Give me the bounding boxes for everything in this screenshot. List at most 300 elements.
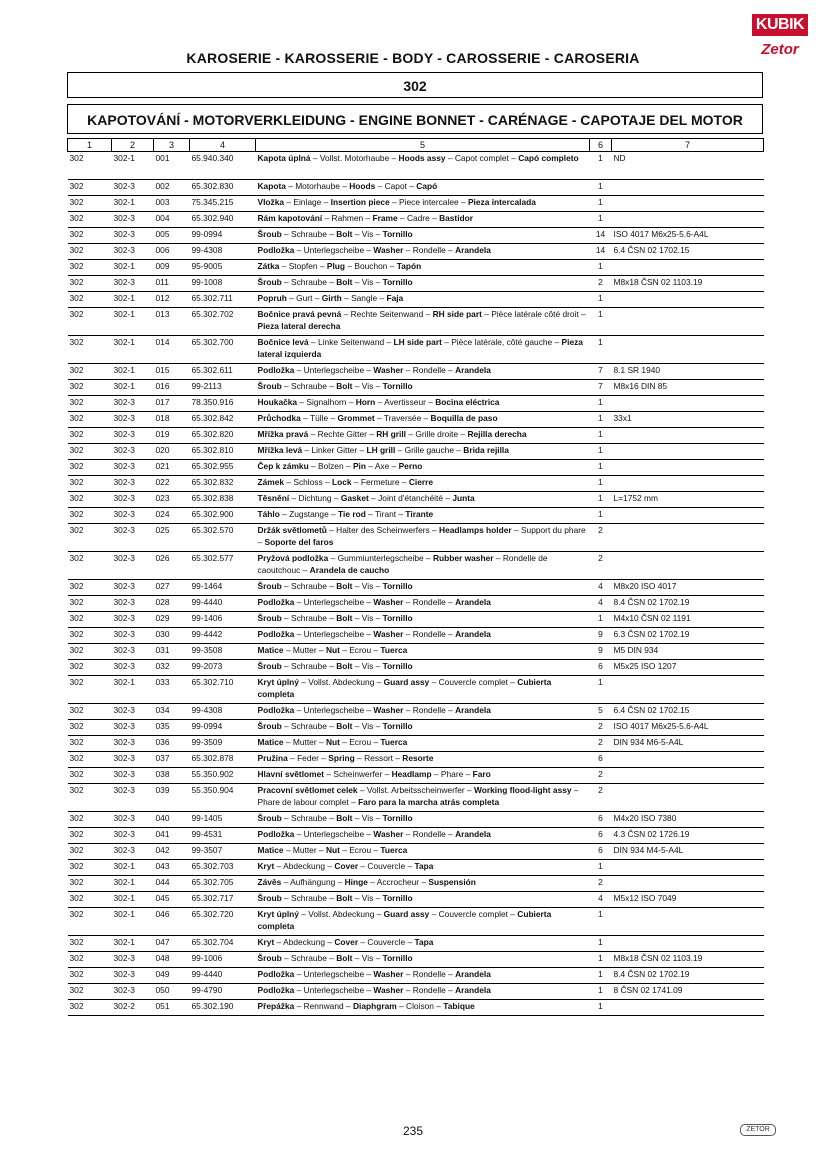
description-cz: Vložka [257,197,285,207]
description-en: Diaphgram [352,1001,397,1011]
description-en: Bolt [336,953,353,963]
cell-c7: 8.1 SR 1940 [612,364,764,380]
description-en: Washer [373,829,404,839]
cell-c7: M4x20 ISO 7380 [612,812,764,828]
cell-c3: 042 [154,844,190,860]
cell-c4: 99-1006 [190,952,256,968]
cell-c3: 050 [154,984,190,1000]
cell-c3: 039 [154,784,190,812]
cell-c4: 65.302.842 [190,412,256,428]
table-row [68,968,764,984]
cell-c6: 2 [590,276,612,292]
cell-c7 [612,196,764,212]
group-number: 302 [67,72,763,98]
cell-c3: 011 [154,276,190,292]
description-fr: Rondelle de caoutchouc [257,553,548,575]
description-es: Tornillo [382,661,413,671]
cell-c3: 044 [154,876,190,892]
description-cz: Držák světlometů [257,525,327,535]
col-header: 5 [256,139,590,152]
cell-description: Podložka – Unterlegscheibe – Washer – Rondelle – Arandela [256,704,590,720]
cell-c1: 302 [68,180,112,196]
description-es: Faro para la marcha atrás completa [358,797,500,807]
cell-description: Hlavní světlomet – Scheinwerfer – Headlamp – Phare – Faro [256,768,590,784]
description-cz: Kryt úplný [257,677,299,687]
cell-c1: 302 [68,908,112,936]
description-cz: Šroub [257,813,282,823]
cell-c3: 049 [154,968,190,984]
table-row [68,196,764,212]
cell-c7 [612,336,764,364]
cell-c1: 302 [68,244,112,260]
description-es: Tornillo [382,229,413,239]
description-es: Arandela [455,829,491,839]
table-row [68,984,764,1000]
cell-description: Mřížka pravá – Rechte Gitter – RH grill – Grille droite – Rejilla derecha [256,428,590,444]
cell-c6: 1 [590,152,612,180]
cell-c3: 033 [154,676,190,704]
cell-c2: 302-1 [112,876,154,892]
cell-c6: 2 [590,524,612,552]
description-fr: Avertisseur [384,397,426,407]
cell-c7: M5 DIN 934 [612,644,764,660]
table-row [68,212,764,228]
cell-c3: 045 [154,892,190,908]
description-fr: Vis [361,813,374,823]
description-fr: Rondelle [412,365,446,375]
cell-c6: 1 [590,396,612,412]
cell-c7 [612,508,764,524]
description-fr: Vis [361,613,374,623]
section-subtitle: KAPOTOVÁNÍ - MOTORVERKLEIDUNG - ENGINE BONNET - CARÉNAGE - CAPOTAJE DEL MOTOR [67,104,763,134]
cell-c4: 99-4531 [190,828,256,844]
table-row [68,752,764,768]
description-es: Cubierta completa [257,677,552,699]
description-es: Arandela [455,985,491,995]
description-fr: Ecrou [349,737,372,747]
description-de: Vollst. Motorhaube [319,153,390,163]
cell-c2: 302-3 [112,276,154,292]
cell-c7 [612,860,764,876]
description-fr: Vis [361,381,374,391]
description-fr: Bouchon [354,261,388,271]
cell-c3: 022 [154,476,190,492]
cell-c2: 302-1 [112,860,154,876]
description-en: Bolt [336,893,353,903]
description-fr: Vis [361,953,374,963]
description-de: Tülle [309,413,329,423]
cell-c1: 302 [68,876,112,892]
description-es: Arandela [455,969,491,979]
col-header: 4 [190,139,256,152]
cell-c3: 014 [154,336,190,364]
description-de: Schloss [293,477,323,487]
cell-c4: 99-2073 [190,660,256,676]
logo-zetor: Zetor [761,41,799,58]
cell-c3: 021 [154,460,190,476]
description-fr: Ecrou [349,845,372,855]
description-cz: Podložka [257,969,295,979]
description-fr: Tirant [375,509,397,519]
cell-c6: 4 [590,580,612,596]
description-cz: Mřížka pravá [257,429,309,439]
table-row [68,596,764,612]
description-cz: Podložka [257,985,295,995]
cell-c3: 030 [154,628,190,644]
description-es: Tornillo [382,721,413,731]
description-de: Vollst. Abdeckung [308,909,375,919]
description-en: Headlamp [391,769,432,779]
cell-c6: 1 [590,908,612,936]
description-en: Washer [373,597,404,607]
cell-c7 [612,752,764,768]
description-es: Tornillo [382,953,413,963]
cell-c4: 65.302.720 [190,908,256,936]
description-cz: Hlavní světlomet [257,769,325,779]
description-de: Schraube [291,581,327,591]
cell-c2: 302-1 [112,380,154,396]
cell-c2: 302-3 [112,968,154,984]
cell-c7 [612,936,764,952]
description-en: LH grill [366,445,396,455]
description-en: Headlamps holder [439,525,512,535]
description-en: Washer [373,365,404,375]
description-de: Rennwand [303,1001,344,1011]
description-es: Arandela de caucho [309,565,390,575]
table-row [68,308,764,336]
description-cz: Přepážka [257,1001,295,1011]
table-row [68,152,764,180]
cell-c6: 1 [590,984,612,1000]
cell-c2: 302-3 [112,228,154,244]
cell-c3: 031 [154,644,190,660]
description-de: Halter des Scheinwerfers [336,525,430,535]
description-en: Nut [325,645,340,655]
cell-c4: 65.302.838 [190,492,256,508]
cell-c1: 302 [68,936,112,952]
table-row [68,292,764,308]
description-es: Suspensión [428,877,476,887]
cell-c7: M5x25 ISO 1207 [612,660,764,676]
cell-c4: 99-0994 [190,228,256,244]
description-en: Plug [326,261,346,271]
description-de: Schraube [291,229,327,239]
table-row [68,276,764,292]
description-de: Rechte Seitenwand [350,309,424,319]
cell-c3: 037 [154,752,190,768]
description-es: Tornillo [382,813,413,823]
description-de: Schraube [291,721,327,731]
cell-c1: 302 [68,260,112,276]
cell-c6: 1 [590,428,612,444]
description-fr: Rondelle [412,969,446,979]
description-de: Gummiunterlegscheibe [337,553,424,563]
description-de: Einlage [293,197,322,207]
description-fr: Traversée [383,413,422,423]
description-es: Tapón [396,261,422,271]
cell-c2: 302-3 [112,612,154,628]
table-row [68,260,764,276]
cell-c7: 8.4 ČSN 02 1702.19 [612,968,764,984]
description-fr: Cloison [406,1001,434,1011]
cell-c3: 027 [154,580,190,596]
cell-c7: M5x12 ISO 7049 [612,892,764,908]
cell-c6: 2 [590,720,612,736]
cell-c1: 302 [68,644,112,660]
cell-description: Šroub – Schraube – Bolt – Vis – Tornillo [256,892,590,908]
description-de: Rahmen [331,213,364,223]
description-cz: Pružina [257,753,288,763]
cell-c2: 302-3 [112,768,154,784]
description-en: LH side part [393,337,442,347]
cell-c4: 99-3509 [190,736,256,752]
description-de: Linke Seitenwand [318,337,385,347]
cell-c7 [612,784,764,812]
cell-c3: 012 [154,292,190,308]
description-cz: Šroub [257,277,282,287]
cell-c1: 302 [68,476,112,492]
table-row [68,552,764,580]
cell-c4: 65.302.955 [190,460,256,476]
description-fr: Accrocheur [376,877,420,887]
cell-c6: 1 [590,196,612,212]
cell-c6: 4 [590,596,612,612]
cell-c4: 65.302.717 [190,892,256,908]
cell-c2: 302-2 [112,1000,154,1016]
description-de: Schraube [291,893,327,903]
description-de: Stopfen [288,261,318,271]
cell-c3: 026 [154,552,190,580]
description-es: Arandela [455,245,491,255]
description-cz: Šroub [257,581,282,591]
col-header: 1 [68,139,112,152]
description-en: Hoods [349,181,376,191]
cell-c6: 2 [590,784,612,812]
description-es: Brida rejilla [463,445,509,455]
cell-c6: 2 [590,876,612,892]
description-cz: Rám kapotování [257,213,323,223]
description-fr: Grille droite [415,429,459,439]
cell-c3: 015 [154,364,190,380]
description-en: Nut [325,845,340,855]
description-fr: Couvercle [367,861,406,871]
cell-c3: 003 [154,196,190,212]
cell-c2: 302-3 [112,412,154,428]
table-row [68,628,764,644]
description-fr: Support du phare [520,525,586,535]
description-en: Pin [352,461,366,471]
cell-description: Kryt úplný – Vollst. Abdeckung – Guard assy – Couvercle complet – Cubierta completa [256,676,590,704]
cell-c6: 6 [590,828,612,844]
cell-description: Šroub – Schraube – Bolt – Vis – Tornillo [256,580,590,596]
description-fr: Couvercle [367,937,406,947]
cell-c4: 65.302.700 [190,336,256,364]
description-es: Bastidor [439,213,474,223]
cell-c6: 14 [590,228,612,244]
cell-c4: 99-1008 [190,276,256,292]
cell-c4: 99-4308 [190,244,256,260]
cell-c2: 302-3 [112,704,154,720]
description-cz: Zámek [257,477,285,487]
description-cz: Kryt úplný [257,909,299,919]
table-row [68,476,764,492]
description-fr: Vis [361,661,374,671]
description-en: Bolt [336,813,353,823]
cell-c7: 33x1 [612,412,764,428]
cell-c3: 041 [154,828,190,844]
cell-c2: 302-1 [112,308,154,336]
cell-c1: 302 [68,276,112,292]
cell-c4: 78.350.916 [190,396,256,412]
description-fr: Vis [361,229,374,239]
cell-c3: 016 [154,380,190,396]
cell-c2: 302-3 [112,428,154,444]
cell-c2: 302-1 [112,260,154,276]
cell-c2: 302-3 [112,784,154,812]
cell-c7 [612,676,764,704]
cell-description: Kryt – Abdeckung – Cover – Couvercle – Tapa [256,860,590,876]
cell-c7: DIN 934 M4-5-A4L [612,844,764,860]
description-en: RH grill [376,429,406,439]
cell-c2: 302-1 [112,908,154,936]
description-en: Insertion piece [330,197,390,207]
cell-c3: 036 [154,736,190,752]
description-es: Tapa [414,861,434,871]
cell-c3: 034 [154,704,190,720]
description-de: Vollst. Arbeitsscheinwerfer [366,785,465,795]
description-cz: Kapota úplná [257,153,311,163]
cell-description: Matice – Mutter – Nut – Ecrou – Tuerca [256,736,590,752]
cell-description: Šroub – Schraube – Bolt – Vis – Tornillo [256,952,590,968]
description-de: Scheinwerfer [333,769,383,779]
table-row [68,396,764,412]
description-cz: Kryt [257,861,275,871]
cell-c1: 302 [68,676,112,704]
description-es: Junta [452,493,475,503]
cell-c4: 65.940.340 [190,152,256,180]
cell-c1: 302 [68,336,112,364]
description-en: Bolt [336,277,353,287]
cell-c1: 302 [68,524,112,552]
table-header-row [68,139,764,152]
cell-c1: 302 [68,492,112,508]
cell-description: Matice – Mutter – Nut – Ecrou – Tuerca [256,844,590,860]
cell-c1: 302 [68,396,112,412]
description-fr: Couvercle complet [438,909,508,919]
cell-c4: 65.302.702 [190,308,256,336]
description-es: Tornillo [382,613,413,623]
cell-c4: 65.302.940 [190,212,256,228]
description-es: Rejilla derecha [467,429,527,439]
cell-description: Čep k zámku – Bolzen – Pin – Axe – Perno [256,460,590,476]
cell-description: Popruh – Gurt – Girth – Sangle – Faja [256,292,590,308]
description-fr: Pièce latérale côté droit [491,309,579,319]
description-fr: Pièce latérale, côté gauche [451,337,553,347]
description-fr: Sangle [351,293,378,303]
description-fr: Ressort [364,753,393,763]
description-fr: Vis [361,277,374,287]
cell-c2: 302-3 [112,552,154,580]
cell-c2: 302-3 [112,580,154,596]
description-fr: Rondelle [412,629,446,639]
cell-c2: 302-1 [112,936,154,952]
cell-c1: 302 [68,768,112,784]
cell-c3: 024 [154,508,190,524]
cell-c1: 302 [68,828,112,844]
cell-c2: 302-3 [112,736,154,752]
cell-c2: 302-3 [112,660,154,676]
cell-c6: 1 [590,292,612,308]
cell-c4: 65.302.577 [190,552,256,580]
table-row [68,508,764,524]
cell-c6: 6 [590,812,612,828]
cell-c1: 302 [68,812,112,828]
cell-description: Šroub – Schraube – Bolt – Vis – Tornillo [256,660,590,676]
table-row [68,612,764,628]
description-es: Cubierta completa [257,909,552,931]
cell-c7: M8x18 ČSN 02 1103.19 [612,952,764,968]
description-de: Aufhängung [290,877,336,887]
description-en: Bolt [336,613,353,623]
table-row [68,784,764,812]
description-cz: Podložka [257,245,295,255]
description-es: Arandela [455,629,491,639]
description-es: Tornillo [382,581,413,591]
table-row [68,364,764,380]
cell-description: Šroub – Schraube – Bolt – Vis – Tornillo [256,228,590,244]
description-en: Cover [334,861,359,871]
description-fr: Vis [361,721,374,731]
cell-c6: 1 [590,968,612,984]
description-fr: Vis [361,893,374,903]
cell-c2: 302-1 [112,292,154,308]
cell-c1: 302 [68,460,112,476]
cell-c7 [612,308,764,336]
description-es: Tuerca [380,645,408,655]
description-fr: Vis [361,581,374,591]
cell-c1: 302 [68,784,112,812]
cell-c1: 302 [68,152,112,180]
cell-c7 [612,1000,764,1016]
cell-c2: 302-3 [112,492,154,508]
description-en: Gasket [340,493,369,503]
description-de: Schraube [291,661,327,671]
table-row [68,676,764,704]
description-es: Faro [472,769,491,779]
description-cz: Podložka [257,597,295,607]
cell-c6: 1 [590,952,612,968]
cell-c2: 302-3 [112,984,154,1000]
description-de: Vollst. Abdeckung [308,677,375,687]
cell-description: Podložka – Unterlegscheibe – Washer – Rondelle – Arandela [256,628,590,644]
cell-c4: 65.302.710 [190,676,256,704]
cell-c3: 006 [154,244,190,260]
cell-c4: 65.302.900 [190,508,256,524]
description-en: Working flood-light assy [473,785,572,795]
cell-c7 [612,444,764,460]
cell-c6: 9 [590,644,612,660]
cell-c7 [612,876,764,892]
description-en: Washer [373,969,404,979]
description-en: Guard assy [383,677,430,687]
cell-c1: 302 [68,580,112,596]
cell-c6: 6 [590,660,612,676]
description-es: Pieza lateral derecha [257,321,341,331]
cell-c1: 302 [68,308,112,336]
col-header: 3 [154,139,190,152]
description-fr: Piece intercalee [399,197,459,207]
cell-c6: 1 [590,180,612,196]
